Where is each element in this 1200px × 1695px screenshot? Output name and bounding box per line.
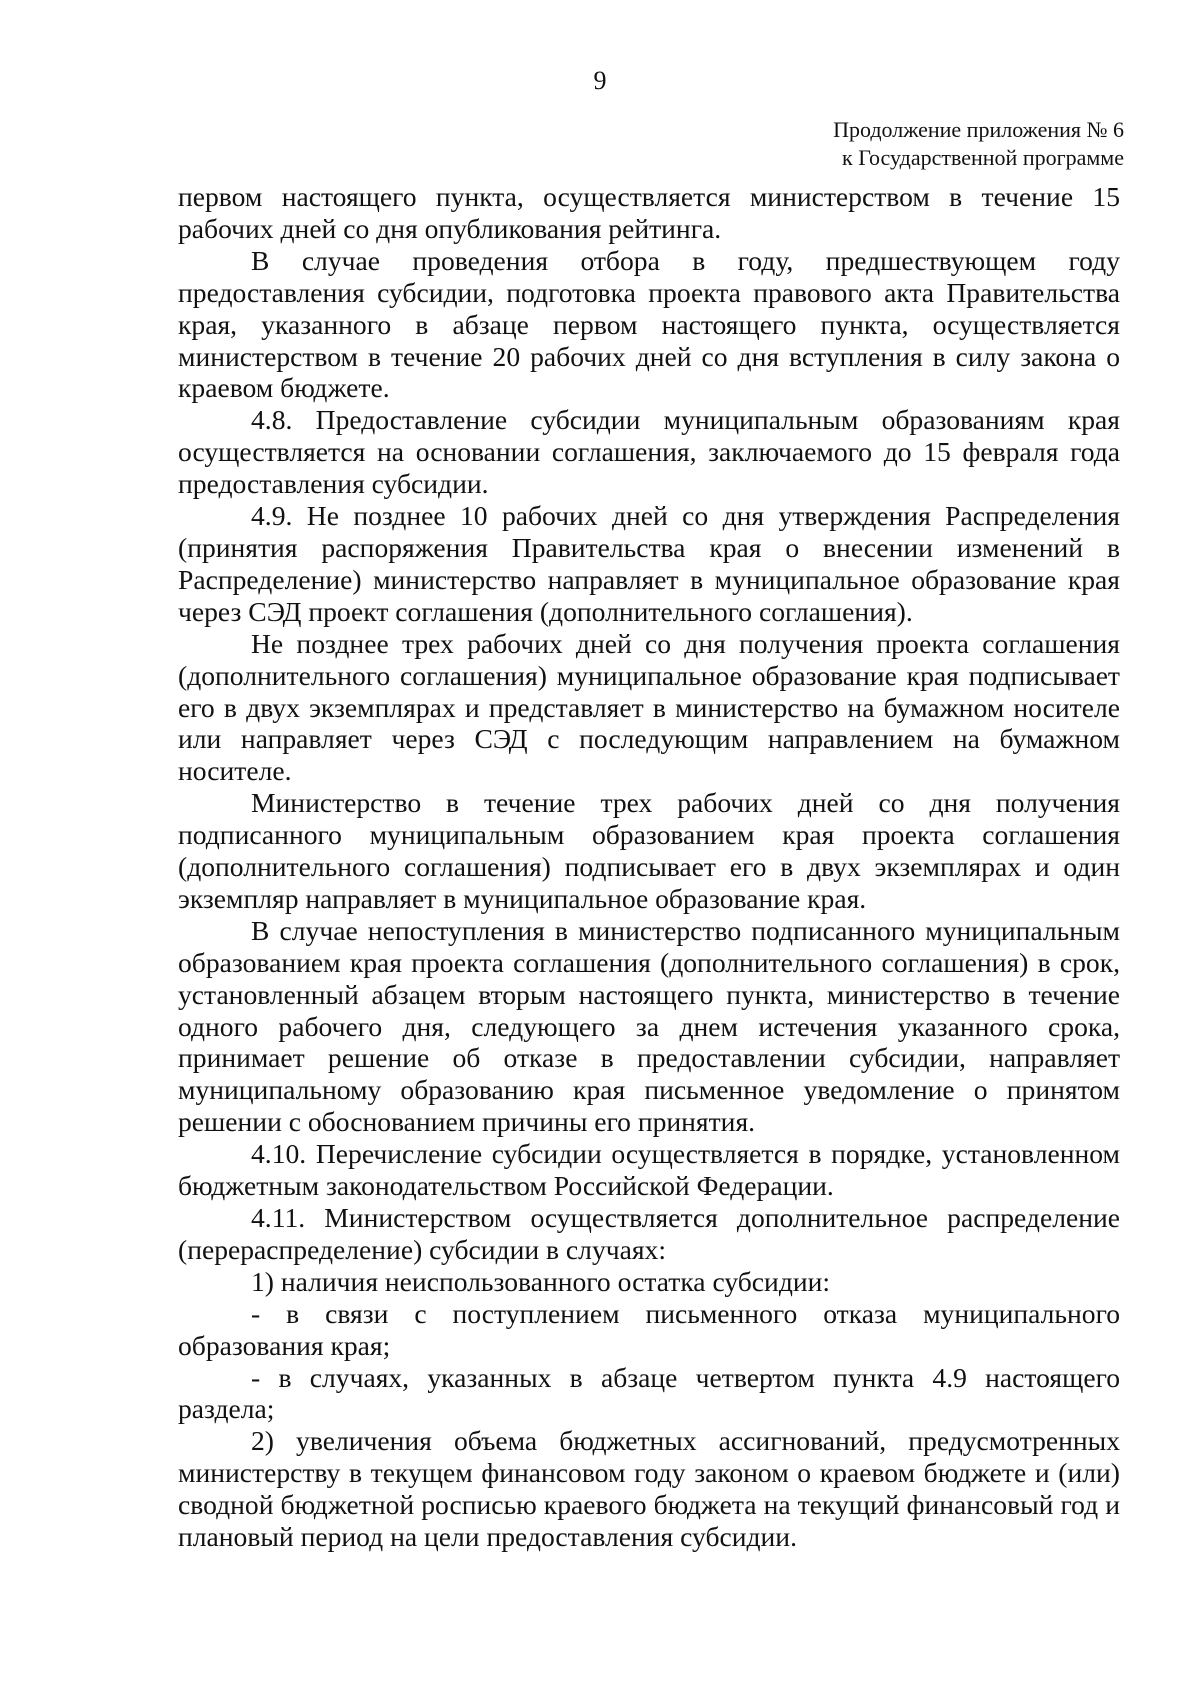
paragraph: Министерство в течение трех рабочих дней со дня получения подписанного муниципальным образованием края проекта соглашения (дополнительного соглашения) подписывает его в двух экземплярах и один экземпляр направляет в муниципальное образование края. <box>178 787 1120 914</box>
appendix-header-line-2: к Государственной программе <box>842 145 1124 170</box>
paragraph: В случае проведения отбора в году, предшествующем году предоставления субсидии, подготовка проекта правового акта Правительства края, указанного в абзаце первом настоящего пункта, осуществляется министерством в течение 20 рабочих дней со дня вступления в силу закона о краевом бюджете. <box>178 244 1120 404</box>
paragraph: В случае непоступления в министерство подписанного муниципальным образованием края проекта соглашения (дополнительного соглашения) в срок, установленный абзацем вторым настоящего пункта, министерство в течение одного рабочего дня, следующего за днем истечения указанного срока, принимает решение об отказе в предоставлении субсидии, направляет муниципальному образованию края письменное уведомление о принятом решении с обоснованием причины его принятия. <box>178 914 1120 1138</box>
list-item: 1) наличия неиспользованного остатка субсидии: <box>251 1265 831 1297</box>
appendix-header <box>833 116 1124 172</box>
paragraph-4-8: 4.8. Предоставление субсидии муниципальным образованиям края осуществляется на основании соглашения, заключаемого до 15 февраля года предоставления субсидии. <box>178 404 1120 500</box>
paragraph-continuation: первом настоящего пункта, осуществляется министерством в течение 15 рабочих дней со дня опубликования рейтинга. <box>178 181 1120 244</box>
paragraph-4-10: 4.10. Перечисление субсидии осуществляется в порядке, установленном бюджетным законодательством Российской Федерации. <box>178 1138 1120 1202</box>
list-item: - в связи с поступлением письменного отказа муниципального образования края; <box>178 1297 1120 1361</box>
document-body <box>178 181 1120 1553</box>
page-number: 9 <box>593 66 607 95</box>
paragraph: Не позднее трех рабочих дней со дня получения проекта соглашения (дополнительного соглашения) муниципальное образование края подписывает его в двух экземплярах и представляет в министерство на бумажном носителе или направляет через СЭД с последующим направлением на бумажном носителе. <box>178 627 1120 787</box>
list-item: - в случаях, указанных в абзаце четвертом пункта 4.9 настоящего раздела; <box>178 1361 1120 1425</box>
appendix-header-line-1: Продолжение приложения № 6 <box>833 117 1124 142</box>
paragraph-4-11: 4.11. Министерством осуществляется дополнительное распределение (перераспределение) субсидии в случаях: <box>178 1202 1120 1265</box>
list-item: 2) увеличения объема бюджетных ассигнований, предусмотренных министерству в текущем финансовом году законом о краевом бюджете и (или) сводной бюджетной росписью краевого бюджета на текущий финансовый год и плановый период на цели предоставления субсидии. <box>178 1425 1120 1553</box>
paragraph-4-9: 4.9. Не позднее 10 рабочих дней со дня утверждения Распределения (принятия распоряжения Правительства края о внесении изменений в Распределение) министерство направляет в муниципальное образование края через СЭД проект соглашения (дополнительного соглашения). <box>178 500 1120 627</box>
